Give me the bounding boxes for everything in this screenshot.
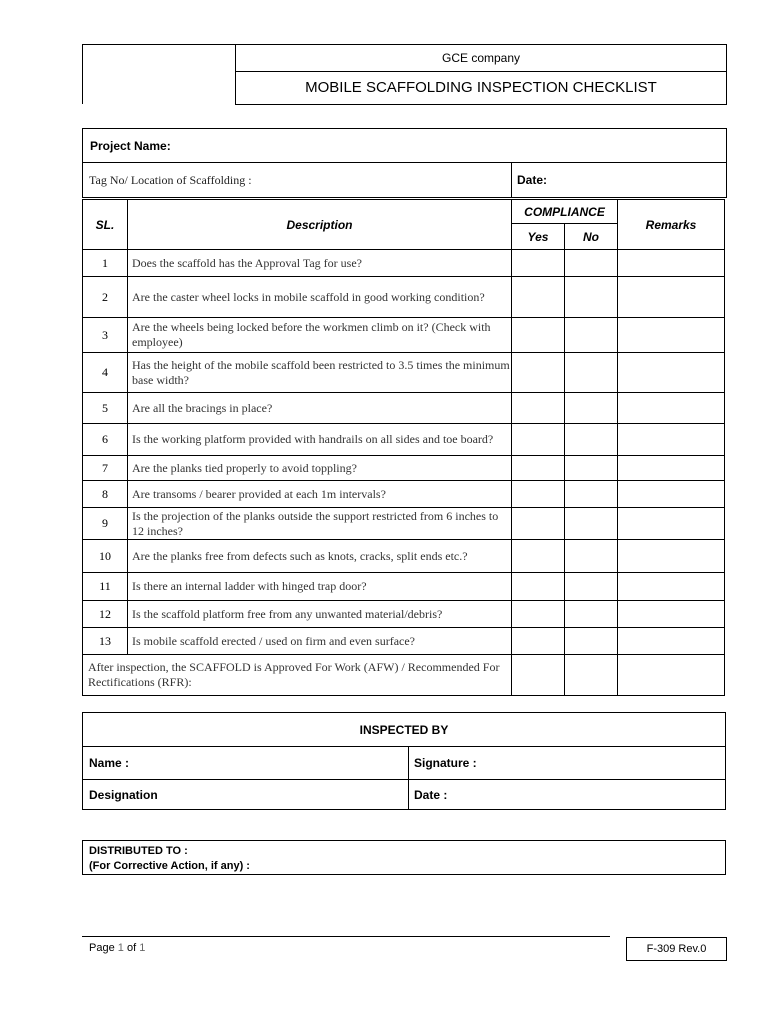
row-description: Are all the bracings in place? (128, 393, 512, 424)
yes-cell[interactable] (512, 424, 565, 456)
row-description: Are transoms / bearer provided at each 1m intervals? (128, 481, 512, 508)
table-row (83, 353, 725, 393)
row-number: 10 (83, 540, 128, 573)
row-number: 8 (83, 481, 128, 508)
yes-cell[interactable] (512, 481, 565, 508)
remarks-cell[interactable] (618, 628, 725, 655)
inspector-designation-row (83, 779, 725, 810)
remarks-cell[interactable] (618, 424, 725, 456)
no-cell[interactable] (565, 628, 618, 655)
no-cell[interactable] (565, 424, 618, 456)
yes-cell[interactable] (512, 250, 565, 277)
no-cell[interactable] (565, 573, 618, 601)
tag-location-row (82, 162, 727, 198)
no-cell[interactable] (565, 353, 618, 393)
row-description: Does the scaffold has the Approval Tag for use? (128, 250, 512, 277)
row-number: 4 (83, 353, 128, 393)
date-label: Date: (517, 173, 548, 187)
no-cell[interactable] (565, 481, 618, 508)
company-name: GCE company (235, 44, 727, 72)
no-cell[interactable] (565, 601, 618, 628)
remarks-cell[interactable] (618, 508, 725, 540)
divider (511, 163, 512, 197)
remarks-cell[interactable] (618, 456, 725, 481)
table-row (83, 628, 725, 655)
row-description: Is there an internal ladder with hinged trap door? (128, 573, 512, 601)
remarks-cell[interactable] (618, 277, 725, 318)
row-number: 3 (83, 318, 128, 353)
project-name-field[interactable] (82, 128, 727, 163)
row-number: 1 (83, 250, 128, 277)
logo-area (82, 44, 236, 104)
remarks-cell[interactable] (618, 481, 725, 508)
row-number: 13 (83, 628, 128, 655)
divider (408, 779, 409, 810)
yes-cell[interactable] (512, 393, 565, 424)
remarks-cell[interactable] (618, 250, 725, 277)
remarks-cell[interactable] (618, 318, 725, 353)
page-current: 1 (117, 942, 124, 954)
yes-cell[interactable] (512, 318, 565, 353)
row-number: 5 (83, 393, 128, 424)
row-description: Has the height of the mobile scaffold been restricted to 3.5 times the minimum base width? (128, 353, 512, 393)
row-description: Are the wheels being locked before the workmen climb on it? (Check with employee) (128, 318, 512, 353)
of-word: of (126, 942, 137, 954)
table-row (83, 481, 725, 508)
header-compliance: COMPLIANCE (512, 200, 618, 224)
no-cell[interactable] (565, 393, 618, 424)
table-row (83, 540, 725, 573)
corrective-action-label: (For Corrective Action, if any) : (89, 860, 250, 872)
approval-statement: After inspection, the SCAFFOLD is Approved For Work (AFW) / Recommended For Rectifications (RFR): (83, 655, 512, 696)
form-code: F-309 Rev.0 (626, 937, 727, 961)
row-description: Is mobile scaffold erected / used on firm and even surface? (128, 628, 512, 655)
designation-label: Designation (89, 787, 158, 802)
remarks-cell[interactable] (618, 655, 725, 696)
table-row (83, 250, 725, 277)
no-cell[interactable] (565, 540, 618, 573)
approval-row (83, 655, 725, 696)
tag-location-label: Tag No/ Location of Scaffolding : (89, 172, 252, 187)
yes-cell[interactable] (512, 353, 565, 393)
document-title: MOBILE SCAFFOLDING INSPECTION CHECKLIST (235, 71, 727, 105)
row-number: 2 (83, 277, 128, 318)
row-description: Are the planks free from defects such as knots, cracks, split ends etc.? (128, 540, 512, 573)
row-description: Are the planks tied properly to avoid toppling? (128, 456, 512, 481)
page-indicator (89, 942, 145, 954)
no-cell[interactable] (565, 277, 618, 318)
row-description: Is the projection of the planks outside the support restricted from 6 inches to 12 inches? (128, 508, 512, 540)
divider (408, 746, 409, 779)
inspected-by-title: INSPECTED BY (83, 713, 725, 747)
page-total: 1 (139, 942, 146, 954)
yes-cell[interactable] (512, 573, 565, 601)
yes-cell[interactable] (512, 456, 565, 481)
remarks-cell[interactable] (618, 393, 725, 424)
yes-cell[interactable] (512, 655, 565, 696)
table-row (83, 318, 725, 353)
row-description: Is the scaffold platform free from any unwanted material/debris? (128, 601, 512, 628)
inspection-date-label: Date : (414, 787, 448, 802)
footer-rule (82, 936, 610, 937)
header-no: No (565, 224, 618, 250)
row-number: 7 (83, 456, 128, 481)
inspected-by-section (82, 712, 726, 810)
distributed-to-box (82, 840, 726, 875)
no-cell[interactable] (565, 456, 618, 481)
yes-cell[interactable] (512, 601, 565, 628)
no-cell[interactable] (565, 508, 618, 540)
inspection-checklist-table (82, 199, 725, 696)
remarks-cell[interactable] (618, 573, 725, 601)
row-number: 9 (83, 508, 128, 540)
yes-cell[interactable] (512, 628, 565, 655)
table-row (83, 573, 725, 601)
project-name-label: Project Name: (90, 138, 171, 153)
header-description: Description (128, 200, 512, 250)
no-cell[interactable] (565, 250, 618, 277)
table-row (83, 424, 725, 456)
row-description: Are the caster wheel locks in mobile scaffold in good working condition? (128, 277, 512, 318)
yes-cell[interactable] (512, 508, 565, 540)
inspector-name-row (83, 746, 725, 780)
page-word: Page (89, 942, 115, 954)
table-row (83, 393, 725, 424)
header-sl: SL. (83, 200, 128, 250)
row-number: 12 (83, 601, 128, 628)
header-remarks: Remarks (618, 200, 725, 250)
header-yes: Yes (512, 224, 565, 250)
remarks-cell[interactable] (618, 601, 725, 628)
yes-cell[interactable] (512, 540, 565, 573)
signature-label: Signature : (414, 755, 477, 770)
no-cell[interactable] (565, 655, 618, 696)
yes-cell[interactable] (512, 277, 565, 318)
name-label: Name : (89, 755, 130, 770)
row-number: 11 (83, 573, 128, 601)
distributed-to-label: DISTRIBUTED TO : (89, 845, 188, 857)
remarks-cell[interactable] (618, 540, 725, 573)
remarks-cell[interactable] (618, 353, 725, 393)
row-description: Is the working platform provided with handrails on all sides and toe board? (128, 424, 512, 456)
table-row (83, 456, 725, 481)
no-cell[interactable] (565, 318, 618, 353)
table-row (83, 277, 725, 318)
row-number: 6 (83, 424, 128, 456)
table-row (83, 508, 725, 540)
table-row (83, 601, 725, 628)
